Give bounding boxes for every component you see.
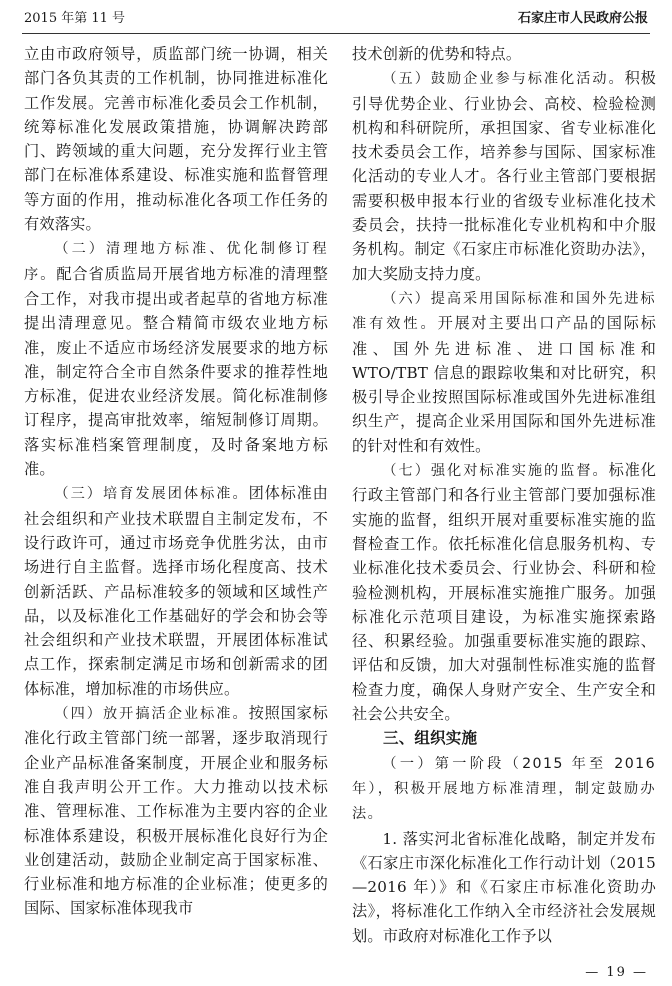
- publication-title: 石家庄市人民政府公报: [517, 11, 648, 26]
- issue-label: 2015 年第 11 号: [24, 11, 126, 26]
- page-header: [24, 8, 648, 30]
- paragraph-enterprise-participation: [352, 66, 656, 286]
- paragraph-heading: （四）放开搞活企业标准。: [54, 706, 249, 723]
- paragraph-continued: 技术创新的优势和特点。: [352, 45, 522, 63]
- page-number: — 19 —: [585, 965, 648, 980]
- paragraph-implementation-supervision: [352, 458, 656, 726]
- paragraph-body: 团体标准由社会组织和产业技术联盟自主制定发布，不设行政许可，通过市场竞争优胜劣汰，由市场进行自主监督。选择市场化程度高、技术创新活跃、产品标准较多的领域和区域性产品，以及标准化工作基础好的学会和协会等社会组织和产业技术联盟，开展团体标准试点工作，探索制定满足市场和创新需求的团体标准，增加标准的市场供应。: [24, 484, 328, 698]
- paragraph-heading: （七）强化对标准实施的监督。: [382, 463, 609, 480]
- paragraph-heading: （二）清理地方标准、优化制修订程序。: [24, 241, 328, 283]
- stage-heading: （一）第一阶段（2015 年至 2016 年），积极开展地方标准清理，制定鼓励办法。: [352, 755, 656, 823]
- paragraph-group-standards: [24, 481, 328, 701]
- paragraph-body: 配合省质监局开展省地方标准的清理整合工作，对我市提出或者起草的省地方标准提出清理意见。整合精简市级农业地方标准，废止不适应市场经济发展要求的地方标准，制定符合全市自然条件要求的推荐性地方标准，促进农业经济发展。简化标准制修订程序，提高审批效率，缩短制修订周期。落实标准档案管理制度，及时备案地方标准。: [24, 264, 328, 479]
- paragraph-body: 开展对主要出口产品的国际标准、国外先进标准、进口国标准和 WTO/TBT 信息的跟踪收集和对比研究，积极引导企业按照国际标准或国外先进标准组织生产，提高企业采用国际和国外先进标准的针对性和有效性。: [352, 314, 656, 455]
- section-title: 三、组织实施: [383, 729, 478, 748]
- paragraph-heading: （五）鼓励企业参与标准化活动。: [382, 71, 625, 88]
- paragraph-international-standards: [352, 286, 656, 458]
- stage-heading-paragraph: [352, 751, 656, 827]
- paragraph-body: 标准化行政主管部门和各行业主管部门要加强标准实施的监督，组织开展对重要标准实施的监督检查工作。依托标准化信息服务机构、专业标准化技术委员会、行业协会、科研和检验检测机构，开展标准实施推广服务。加强标准化示范项目建设，为标准实施探索路径、积累经验。加强重要标准实施的跟踪、评估和反馈，加大对强制性标准实施的监督检查力度，确保人身财产安全、生产安全和社会公共安全。: [352, 461, 656, 724]
- paragraph-item-1: 1. 落实河北省标准化战略，制定并发布《石家庄市深化标准化工作行动计划（2015—2016 年）》和《石家庄市标准化资助办法》，将标准化工作纳入全市经济社会发展规划。市政府对标准化工作予以: [352, 829, 656, 945]
- paragraph-heading: （三）培育发展团体标准。: [54, 486, 249, 503]
- paragraph-body: 积极引导优势企业、行业协会、高校、检验检测机构和科研院所，承担国家、省专业标准化技术委员会工作，培养参与国际、国家标准化活动的专业人才。各行业主管部门要根据需要积极申报本行业的省级专业标准化技术委员会，扶持一批标准化专业机构和中介服务机构。制定《石家庄市标准化资助办法》，加大奖励支持力度。: [352, 69, 656, 283]
- paragraph-heading: （六）提高采用国际标准和国外先进标准有效性。: [352, 290, 656, 333]
- paragraph-clean-local-standards: [24, 236, 328, 481]
- paragraph-enterprise-standards: [24, 701, 328, 921]
- left-column: [24, 42, 328, 921]
- paragraph-body: 按照国家标准化行政主管部门统一部署，逐步取消现行企业产品标准备案制度，开展企业和服务标准自我声明公开工作。大力推动以技术标准、管理标准、工作标准为主要内容的企业标准体系建设，积极开展标准化良好行为企业创建活动，鼓励企业制定高于国家标准、行业标准和地方标准的企业标准；使更多的国际、国家标准体现我市: [24, 704, 328, 918]
- paragraph-continued: 立由市政府领导，质监部门统一协调，相关部门各负其责的工作机制，协同推进标准化工作发展。完善市标准化委员会工作机制，统筹标准化发展政策措施，协调解决跨部门、跨领域的重大问题，充分发挥行业主管部门在标准体系建设、标准实施和监督管理等方面的作用，推动标准化各项工作任务的有效落实。: [24, 45, 328, 234]
- header-rule: [22, 33, 650, 34]
- right-column: [352, 42, 656, 948]
